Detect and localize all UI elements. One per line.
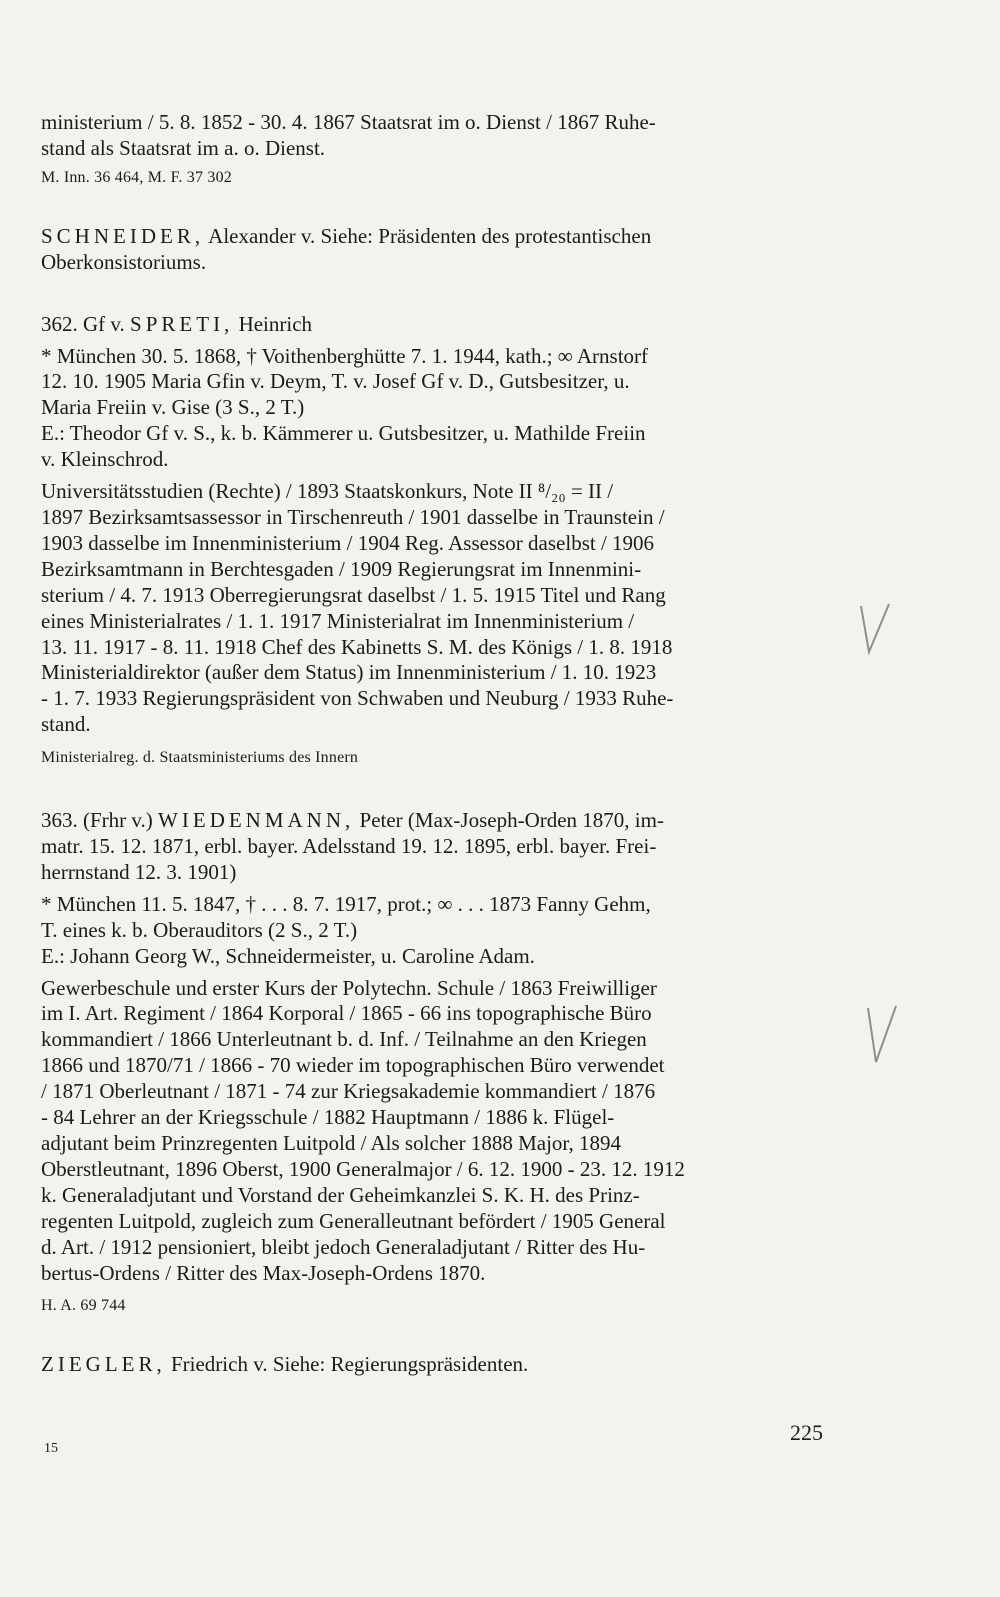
surname: ZIEGLER, xyxy=(41,1352,166,1377)
page-body xyxy=(41,110,828,1378)
surname: WIEDENMANN, xyxy=(158,808,355,833)
text-line: stand als Staatsrat im a. o. Dienst. xyxy=(41,135,326,160)
check-mark-icon xyxy=(855,600,895,660)
surname: SPRETI, xyxy=(130,311,234,336)
entry-363-heading: 363. (Frhr v.) WIEDENMANN, Peter (Max-Joseph-Orden 1870, im- matr. 15. 12. 1871, erbl. bayer. Adelsstand 19. 12. 1895, erbl. bayer. Frei- herrnstand 12. 3. 1901) xyxy=(41,808,664,884)
sheet-number: 15 xyxy=(44,1441,58,1456)
text-line: ministerium / 5. 8. 1852 - 30. 4. 1867 Staatsrat im o. Dienst / 1867 Ruhe- xyxy=(41,110,656,134)
entry-schneider: SCHNEIDER, Alexander v. Siehe: Präsidenten des protestantischen Oberkonsistoriums. xyxy=(41,223,652,274)
page-number: 225 xyxy=(790,1420,823,1445)
source-reference: Ministerialreg. d. Staatsministeriums des Innern xyxy=(41,749,359,767)
source-reference: H. A. 69 744 xyxy=(41,1297,126,1315)
entry-ziegler: ZIEGLER, Friedrich v. Siehe: Regierungspräsidenten. xyxy=(41,1352,529,1377)
entry-363-career: Gewerbeschule und erster Kurs der Polytechn. Schule / 1863 Freiwilliger im I. Art. Regiment / 1864 Korporal / 1865 - 66 ins topographische Büro kommandiert / 1866 Unterleutnant b. d. Inf. / Teilnahme an den Kriegen 1866 und 1870/71 / 1866 - 70 wieder im topographischen Büro verwendet / 1871 Oberleutnant / 1871 - 74 zur Kriegsakademie kommandiert / 1876 - 84 Lehrer an der Kriegsschule / 1882 Hauptmann / 1886 k. Flügel- adjutant beim Prinzregenten Luitpold / Als solcher 1888 Major, 1894 Oberstleutnant, 1896 Oberst, 1900 Generalmajor / 6. 12. 1900 - 23. 12. 1912 k. Generaladjutant und Vorstand der Geheimkanzlei S. K. H. des Prinz- regenten Luitpold, zugleich zum Generalleutnant befördert / 1905 General d. Art. / 1912 pensioniert, bleibt jedoch Generaladjutant / Ritter des Hu- bertus-Ordens / Ritter des Max-Joseph-Ordens 1870. xyxy=(41,975,685,1285)
entry-continuation xyxy=(41,110,828,162)
check-mark-icon xyxy=(862,1000,902,1070)
entry-362-heading: 362. Gf v. SPRETI, Heinrich xyxy=(41,311,313,336)
surname: SCHNEIDER, xyxy=(41,223,205,248)
entry-362-career: Universitätsstudien (Rechte) / 1893 Staatskonkurs, Note II ⁸/₂₀ = II / 1897 Bezirksamtsassessor in Tirschenreuth / 1901 dasselbe in Traunstein / 1903 dasselbe im Innenministerium / 1904 Reg. Assessor daselbst / 1906 Bezirksamtmann in Berchtesgaden / 1909 Regierungsrat im Innenmini- sterium / 4. 7. 1913 Oberregierungsrat daselbst / 1. 5. 1915 Titel und Rang eines Ministerialrates / 1. 1. 1917 Ministerialrat im Innenministerium / 13. 11. 1917 - 8. 11. 1918 Chef des Kabinetts S. M. des Königs / 1. 8. 1918 Ministerialdirektor (außer dem Status) im Innenministerium / 1. 10. 1923 - 1. 7. 1933 Regierungspräsident von Schwaben und Neuburg / 1933 Ruhe- stand. xyxy=(41,479,674,737)
entry-363-biodata: * München 11. 5. 1847, † . . . 8. 7. 1917, prot.; ∞ . . . 1873 Fanny Gehm, T. eines k. b. Oberauditors (2 S., 2 T.) E.: Johann Georg W., Schneidermeister, u. Caroline Adam. xyxy=(41,891,651,968)
entry-362-biodata: * München 30. 5. 1868, † Voithenberghütte 7. 1. 1944, kath.; ∞ Arnstorf 12. 10. 1905 Maria Gfin v. Deym, T. v. Josef Gf v. D., Gutsbesitzer, u. Maria Freiin v. Gise (3 S., 2 T.) E.: Theodor Gf v. S., k. b. Kämmerer u. Gutsbesitzer, u. Mathilde Freiin v. Kleinschrod. xyxy=(41,343,649,472)
source-reference: M. Inn. 36 464, M. F. 37 302 xyxy=(41,168,232,186)
